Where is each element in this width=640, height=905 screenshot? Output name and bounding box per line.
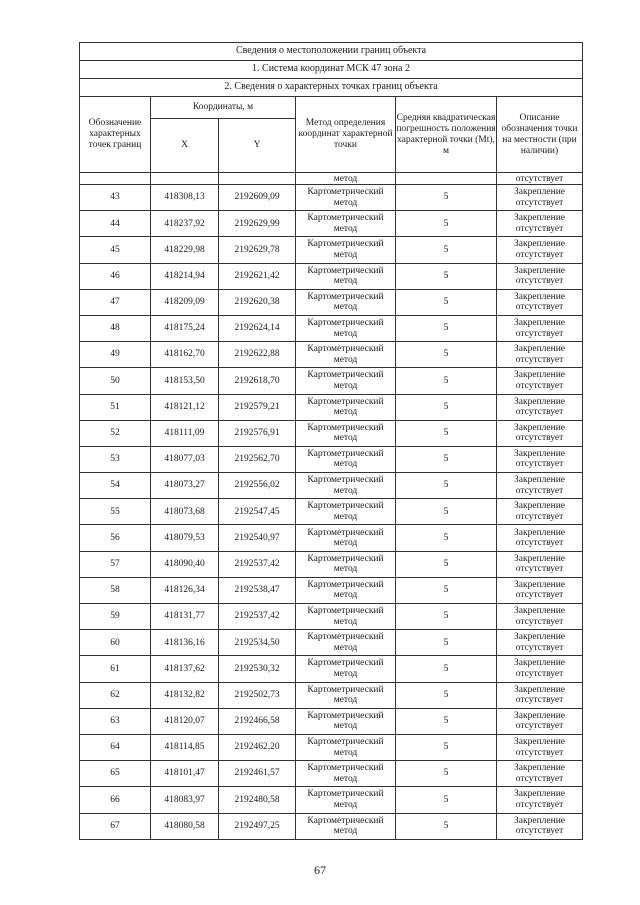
header-error: Средняя квадратическая погрешность положения характерной точки (Mt), м xyxy=(396,97,497,173)
mean-error: 5 xyxy=(396,499,497,525)
y-coordinate: 2192562,70 xyxy=(219,446,296,472)
description: Закрепление отсутствует xyxy=(497,604,583,630)
coordinates-document xyxy=(79,42,582,840)
method: Картометрический метод xyxy=(296,368,396,394)
point-number: 67 xyxy=(80,813,151,839)
point-number: 66 xyxy=(80,787,151,813)
y-coordinate: 2192537,42 xyxy=(219,604,296,630)
point-number: 58 xyxy=(80,577,151,603)
method: Картометрический метод xyxy=(296,761,396,787)
continuation-row xyxy=(80,173,583,185)
description: Закрепление отсутствует xyxy=(497,682,583,708)
method: Картометрический метод xyxy=(296,420,396,446)
mean-error: 5 xyxy=(396,551,497,577)
table-row xyxy=(80,368,583,394)
table-row xyxy=(80,604,583,630)
table-row xyxy=(80,420,583,446)
header-description: Описание обозначения точки на местности (при наличии) xyxy=(497,97,583,173)
mean-error: 5 xyxy=(396,315,497,341)
continuation-method: метод xyxy=(296,173,396,185)
description: Закрепление отсутствует xyxy=(497,315,583,341)
x-coordinate: 418308,13 xyxy=(151,185,219,211)
band-row-coordinate-system xyxy=(80,61,583,79)
method: Картометрический метод xyxy=(296,551,396,577)
method: Картометрический метод xyxy=(296,525,396,551)
header-x: X xyxy=(151,119,219,173)
description: Закрепление отсутствует xyxy=(497,237,583,263)
x-coordinate: 418162,70 xyxy=(151,342,219,368)
y-coordinate: 2192547,45 xyxy=(219,499,296,525)
y-coordinate: 2192537,42 xyxy=(219,551,296,577)
band-points-info: 2. Сведения о характерных точках границ объекта xyxy=(80,79,583,97)
method: Картометрический метод xyxy=(296,446,396,472)
point-number: 59 xyxy=(80,604,151,630)
band-row-points-info xyxy=(80,79,583,97)
mean-error: 5 xyxy=(396,211,497,237)
table-row xyxy=(80,708,583,734)
mean-error: 5 xyxy=(396,446,497,472)
mean-error: 5 xyxy=(396,525,497,551)
method: Картометрический метод xyxy=(296,577,396,603)
point-number: 56 xyxy=(80,525,151,551)
table-row xyxy=(80,342,583,368)
band-coordinate-system: 1. Система координат МСК 47 зона 2 xyxy=(80,61,583,79)
mean-error: 5 xyxy=(396,656,497,682)
point-number: 60 xyxy=(80,630,151,656)
mean-error: 5 xyxy=(396,630,497,656)
description: Закрепление отсутствует xyxy=(497,813,583,839)
method: Картометрический метод xyxy=(296,787,396,813)
description: Закрепление отсутствует xyxy=(497,734,583,760)
point-number: 43 xyxy=(80,185,151,211)
table-row xyxy=(80,551,583,577)
point-rows xyxy=(80,185,583,840)
mean-error: 5 xyxy=(396,289,497,315)
description: Закрепление отсутствует xyxy=(497,499,583,525)
band-title: Сведения о местоположении границ объекта xyxy=(80,43,583,61)
method: Картометрический метод xyxy=(296,394,396,420)
y-coordinate: 2192480,58 xyxy=(219,787,296,813)
mean-error: 5 xyxy=(396,237,497,263)
mean-error: 5 xyxy=(396,342,497,368)
point-number: 45 xyxy=(80,237,151,263)
point-number: 55 xyxy=(80,499,151,525)
mean-error: 5 xyxy=(396,185,497,211)
y-coordinate: 2192618,70 xyxy=(219,368,296,394)
y-coordinate: 2192629,99 xyxy=(219,211,296,237)
table-row xyxy=(80,473,583,499)
y-coordinate: 2192620,38 xyxy=(219,289,296,315)
description: Закрепление отсутствует xyxy=(497,446,583,472)
point-number: 47 xyxy=(80,289,151,315)
table-row xyxy=(80,630,583,656)
table-row xyxy=(80,682,583,708)
y-coordinate: 2192579,21 xyxy=(219,394,296,420)
point-number: 44 xyxy=(80,211,151,237)
y-coordinate: 2192629,78 xyxy=(219,237,296,263)
point-number: 53 xyxy=(80,446,151,472)
x-coordinate: 418214,94 xyxy=(151,263,219,289)
point-number: 63 xyxy=(80,708,151,734)
description: Закрепление отсутствует xyxy=(497,368,583,394)
table-row xyxy=(80,394,583,420)
table-row xyxy=(80,315,583,341)
x-coordinate: 418137,62 xyxy=(151,656,219,682)
table-row xyxy=(80,446,583,472)
mean-error: 5 xyxy=(396,787,497,813)
x-coordinate: 418077,03 xyxy=(151,446,219,472)
continuation-description: отсутствует xyxy=(497,173,583,185)
x-coordinate: 418121,12 xyxy=(151,394,219,420)
page-number: 67 xyxy=(314,863,326,877)
description: Закрепление отсутствует xyxy=(497,787,583,813)
method: Картометрический метод xyxy=(296,604,396,630)
x-coordinate: 418126,34 xyxy=(151,577,219,603)
table-row xyxy=(80,787,583,813)
method: Картометрический метод xyxy=(296,708,396,734)
table-row xyxy=(80,185,583,211)
point-number: 65 xyxy=(80,761,151,787)
y-coordinate: 2192466,58 xyxy=(219,708,296,734)
table-row xyxy=(80,577,583,603)
header-row-1 xyxy=(80,97,583,119)
y-coordinate: 2192624,14 xyxy=(219,315,296,341)
x-coordinate: 418101,47 xyxy=(151,761,219,787)
table-row xyxy=(80,237,583,263)
description: Закрепление отсутствует xyxy=(497,630,583,656)
header-method: Метод определения координат характерной точки xyxy=(296,97,396,173)
point-number: 54 xyxy=(80,473,151,499)
table-row xyxy=(80,289,583,315)
x-coordinate: 418153,50 xyxy=(151,368,219,394)
x-coordinate: 418073,68 xyxy=(151,499,219,525)
method: Картометрический метод xyxy=(296,499,396,525)
x-coordinate: 418175,24 xyxy=(151,315,219,341)
x-coordinate: 418083,97 xyxy=(151,787,219,813)
mean-error: 5 xyxy=(396,263,497,289)
description: Закрепление отсутствует xyxy=(497,761,583,787)
point-number: 61 xyxy=(80,656,151,682)
y-coordinate: 2192538,47 xyxy=(219,577,296,603)
band-row-title xyxy=(80,43,583,61)
point-number: 49 xyxy=(80,342,151,368)
description: Закрепление отсутствует xyxy=(497,342,583,368)
x-coordinate: 418229,98 xyxy=(151,237,219,263)
method: Картометрический метод xyxy=(296,211,396,237)
method: Картометрический метод xyxy=(296,473,396,499)
point-number: 51 xyxy=(80,394,151,420)
y-coordinate: 2192462,20 xyxy=(219,734,296,760)
table-row xyxy=(80,761,583,787)
description: Закрепление отсутствует xyxy=(497,211,583,237)
x-coordinate: 418136,16 xyxy=(151,630,219,656)
y-coordinate: 2192609,09 xyxy=(219,185,296,211)
description: Закрепление отсутствует xyxy=(497,289,583,315)
x-coordinate: 418079,53 xyxy=(151,525,219,551)
x-coordinate: 418131,77 xyxy=(151,604,219,630)
description: Закрепление отсутствует xyxy=(497,577,583,603)
header-y: Y xyxy=(219,119,296,173)
header-coords: Координаты, м xyxy=(151,97,296,119)
table-row xyxy=(80,211,583,237)
x-coordinate: 418090,40 xyxy=(151,551,219,577)
point-number: 48 xyxy=(80,315,151,341)
method: Картометрический метод xyxy=(296,315,396,341)
x-coordinate: 418073,27 xyxy=(151,473,219,499)
table-row xyxy=(80,656,583,682)
x-coordinate: 418120,07 xyxy=(151,708,219,734)
point-number: 46 xyxy=(80,263,151,289)
method: Картометрический метод xyxy=(296,682,396,708)
point-number: 64 xyxy=(80,734,151,760)
table-row xyxy=(80,499,583,525)
mean-error: 5 xyxy=(396,708,497,734)
y-coordinate: 2192576,91 xyxy=(219,420,296,446)
y-coordinate: 2192502,73 xyxy=(219,682,296,708)
header-point: Обозначение характерных точек границ xyxy=(80,97,151,173)
mean-error: 5 xyxy=(396,682,497,708)
method: Картометрический метод xyxy=(296,263,396,289)
point-number: 50 xyxy=(80,368,151,394)
y-coordinate: 2192497,25 xyxy=(219,813,296,839)
y-coordinate: 2192534,50 xyxy=(219,630,296,656)
x-coordinate: 418080,58 xyxy=(151,813,219,839)
description: Закрепление отсутствует xyxy=(497,185,583,211)
x-coordinate: 418114,85 xyxy=(151,734,219,760)
y-coordinate: 2192556,02 xyxy=(219,473,296,499)
x-coordinate: 418237,92 xyxy=(151,211,219,237)
method: Картометрический метод xyxy=(296,813,396,839)
table-row xyxy=(80,813,583,839)
mean-error: 5 xyxy=(396,473,497,499)
mean-error: 5 xyxy=(396,420,497,446)
method: Картометрический метод xyxy=(296,289,396,315)
mean-error: 5 xyxy=(396,813,497,839)
y-coordinate: 2192461,57 xyxy=(219,761,296,787)
boundary-points-table xyxy=(79,42,583,840)
y-coordinate: 2192621,42 xyxy=(219,263,296,289)
x-coordinate: 418209,09 xyxy=(151,289,219,315)
method: Картометрический метод xyxy=(296,185,396,211)
x-coordinate: 418132,82 xyxy=(151,682,219,708)
method: Картометрический метод xyxy=(296,342,396,368)
mean-error: 5 xyxy=(396,577,497,603)
table-row xyxy=(80,263,583,289)
x-coordinate: 418111,09 xyxy=(151,420,219,446)
description: Закрепление отсутствует xyxy=(497,394,583,420)
table-row xyxy=(80,525,583,551)
description: Закрепление отсутствует xyxy=(497,708,583,734)
method: Картометрический метод xyxy=(296,237,396,263)
y-coordinate: 2192622,88 xyxy=(219,342,296,368)
description: Закрепление отсутствует xyxy=(497,473,583,499)
description: Закрепление отсутствует xyxy=(497,525,583,551)
description: Закрепление отсутствует xyxy=(497,551,583,577)
point-number: 52 xyxy=(80,420,151,446)
method: Картометрический метод xyxy=(296,630,396,656)
mean-error: 5 xyxy=(396,734,497,760)
description: Закрепление отсутствует xyxy=(497,420,583,446)
point-number: 62 xyxy=(80,682,151,708)
y-coordinate: 2192540,97 xyxy=(219,525,296,551)
y-coordinate: 2192530,32 xyxy=(219,656,296,682)
method: Картометрический метод xyxy=(296,734,396,760)
description: Закрепление отсутствует xyxy=(497,263,583,289)
mean-error: 5 xyxy=(396,368,497,394)
description: Закрепление отсутствует xyxy=(497,656,583,682)
mean-error: 5 xyxy=(396,761,497,787)
mean-error: 5 xyxy=(396,394,497,420)
method: Картометрический метод xyxy=(296,656,396,682)
point-number: 57 xyxy=(80,551,151,577)
table-row xyxy=(80,734,583,760)
mean-error: 5 xyxy=(396,604,497,630)
